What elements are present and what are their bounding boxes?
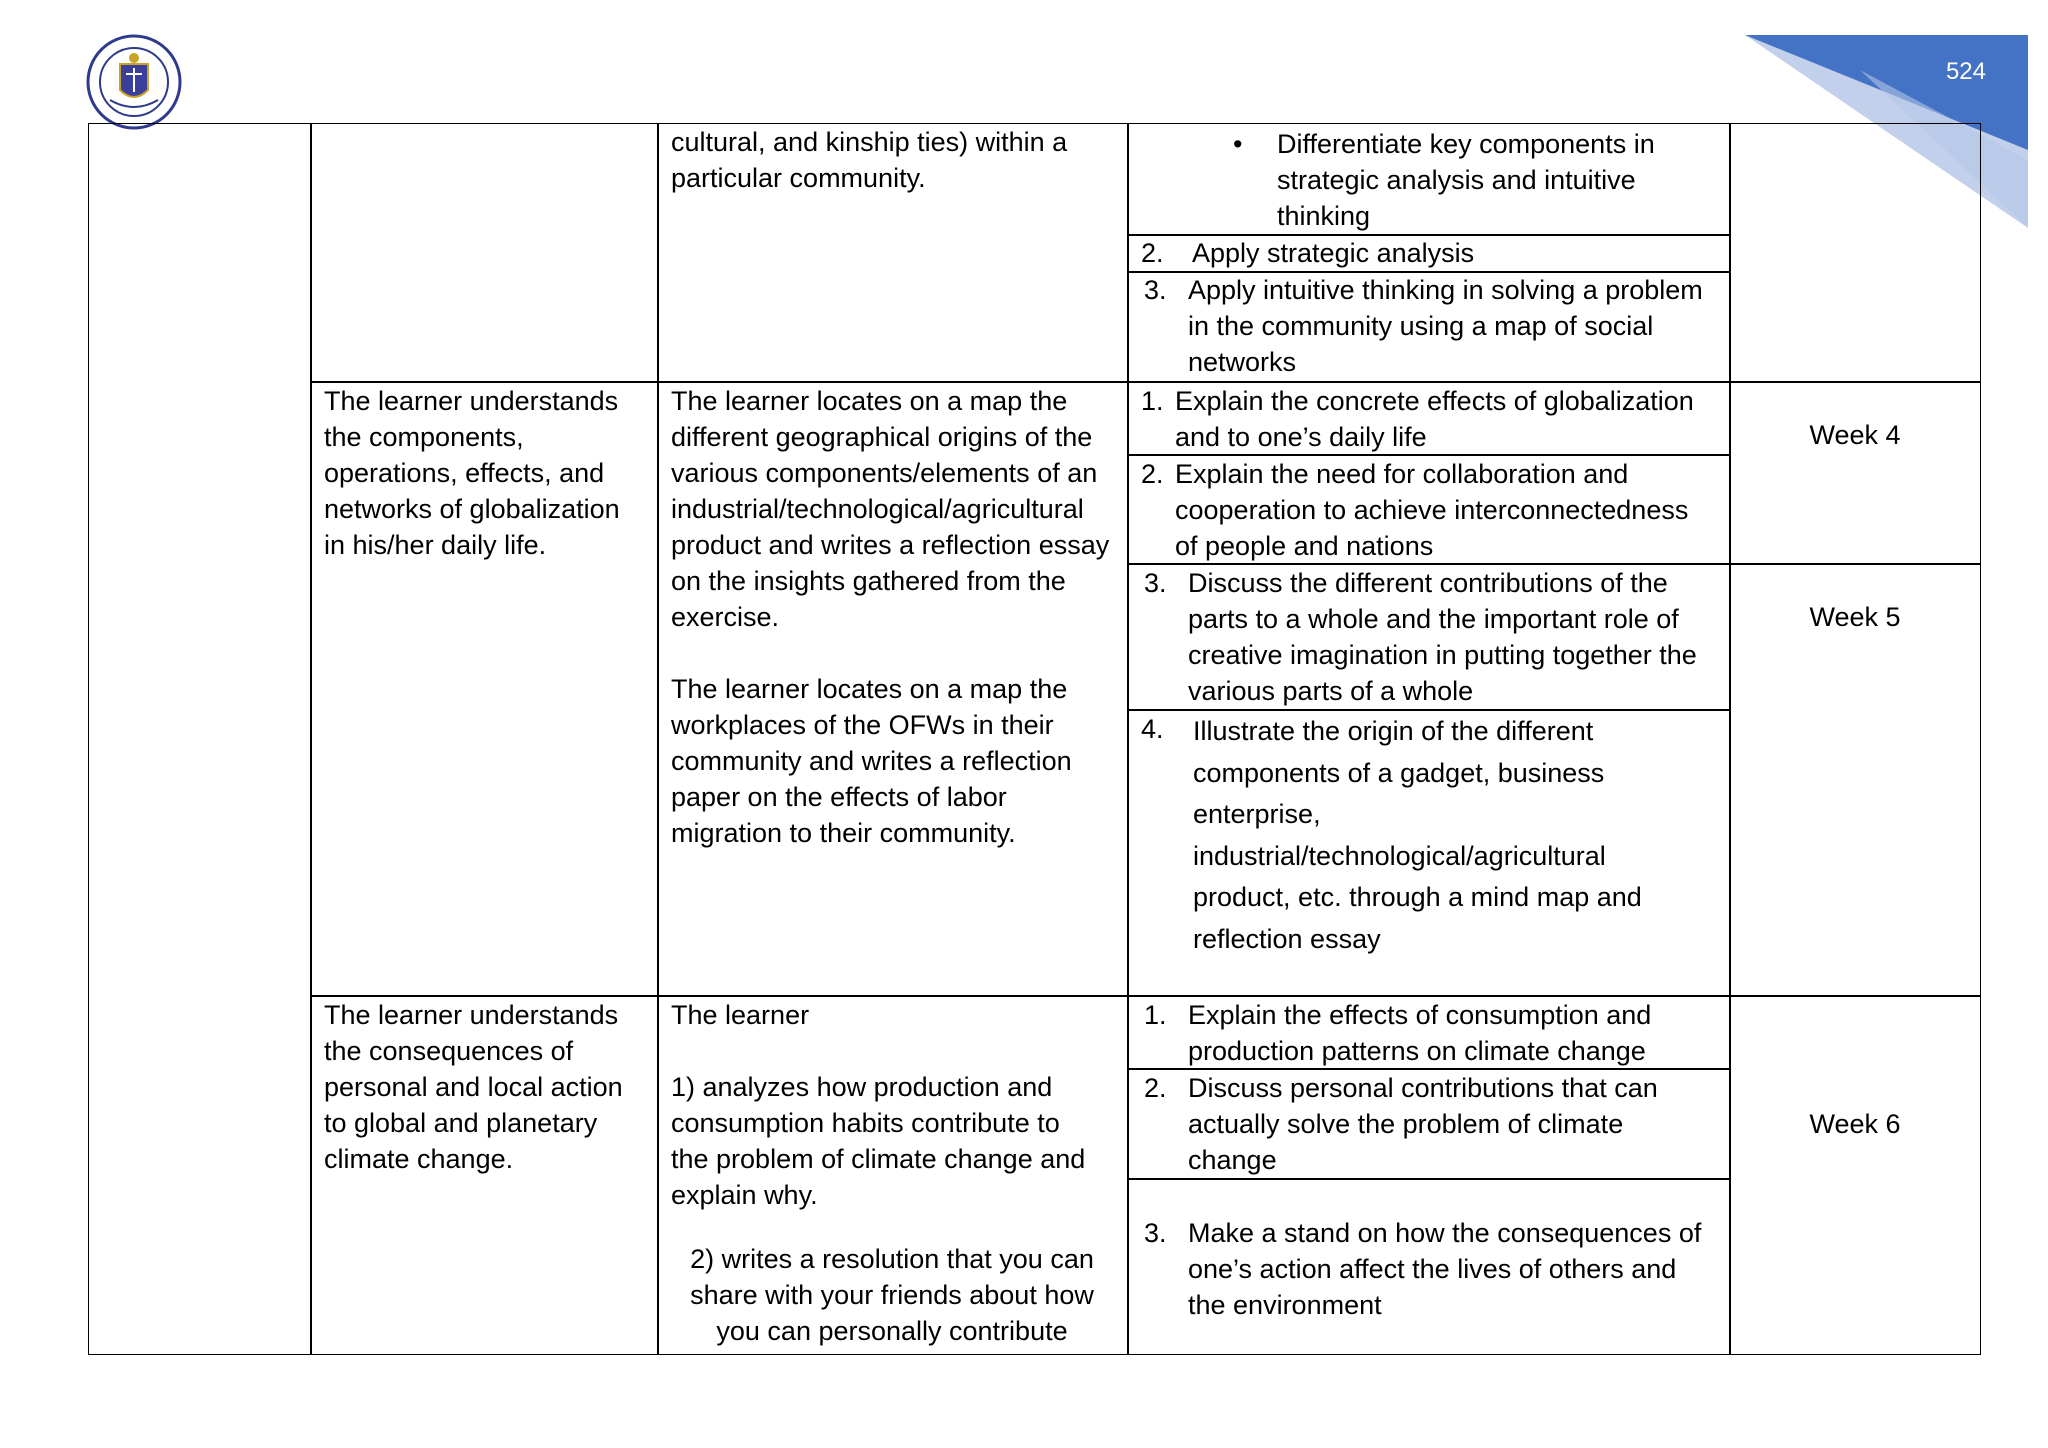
performance-intro: The learner xyxy=(671,1000,810,1030)
competency-text: Apply intuitive thinking in solving a problem in the community using a map of social networks xyxy=(1188,275,1703,377)
performance-item: 1) analyzes how production and consumption habits contribute to the problem of climate change and explain why. xyxy=(671,1072,1086,1210)
cell-divider xyxy=(1127,1178,1730,1180)
competency-number: 2. xyxy=(1141,238,1164,268)
competency-text: Make a stand on how the consequences of one’s action affect the lives of others and the environment xyxy=(1188,1218,1702,1320)
performance-item: 2) writes a resolution that you can share with your friends about how you can personally contribute xyxy=(690,1244,1094,1346)
competency-text: Discuss the different contributions of the parts to a whole and the important role of creative imagination in putting together the various parts of a whole xyxy=(1188,568,1697,706)
bullet-icon: • xyxy=(1233,129,1243,159)
competency-text: Illustrate the origin of the different components of a gadget, business enterprise, industrial/technological/agricultural product, etc. through a mind map and reflection essay xyxy=(1193,716,1642,954)
competency-text: Differentiate key components in strategic analysis and intuitive thinking xyxy=(1277,129,1655,231)
week-label: Week 6 xyxy=(1809,1109,1901,1139)
competency-number: 2. xyxy=(1141,459,1164,489)
performance-standard-text: cultural, and kinship ties) within a particular community. xyxy=(671,127,1068,193)
content-standard-text: The learner understands the components, operations, effects, and networks of globalization in his/her daily life. xyxy=(324,386,620,560)
performance-standard-text: The learner locates on a map the different geographical origins of the various components/elements of an industrial/technological/agricultural product and writes a reflection essay on the insights gathered from the exercise. The learner locates on a map the workplaces of the OFWs in their community and writes a reflection paper on the effects of labor migration to their community. xyxy=(671,386,1110,848)
competency-number: 2. xyxy=(1144,1073,1167,1103)
competency-text: Explain the effects of consumption and production patterns on climate change xyxy=(1188,1000,1652,1066)
col-divider xyxy=(310,123,312,1355)
week-label: Week 5 xyxy=(1809,602,1901,632)
competency-number: 1. xyxy=(1141,386,1164,416)
page-number: 524 xyxy=(1945,58,1986,85)
competency-number: 3. xyxy=(1144,1218,1167,1248)
competency-number: 4. xyxy=(1141,714,1164,744)
col-divider xyxy=(657,123,659,1355)
deped-seal-logo xyxy=(86,34,182,130)
competency-number: 3. xyxy=(1144,275,1167,305)
competency-text: Apply strategic analysis xyxy=(1192,238,1475,268)
competency-number: 3. xyxy=(1144,568,1167,598)
week-label: Week 4 xyxy=(1809,420,1901,450)
competency-number: 1. xyxy=(1144,1000,1167,1030)
competency-text: Explain the concrete effects of globalization and to one’s daily life xyxy=(1175,386,1694,452)
content-standard-text: The learner understands the consequences of personal and local action to global and planetary climate change. xyxy=(324,1000,623,1174)
col-divider xyxy=(1127,123,1129,1355)
competency-text: Explain the need for collaboration and cooperation to achieve interconnectedness of people and nations xyxy=(1175,459,1689,561)
col-divider xyxy=(1729,123,1731,1355)
competency-text: Discuss personal contributions that can actually solve the problem of climate change xyxy=(1188,1073,1658,1175)
